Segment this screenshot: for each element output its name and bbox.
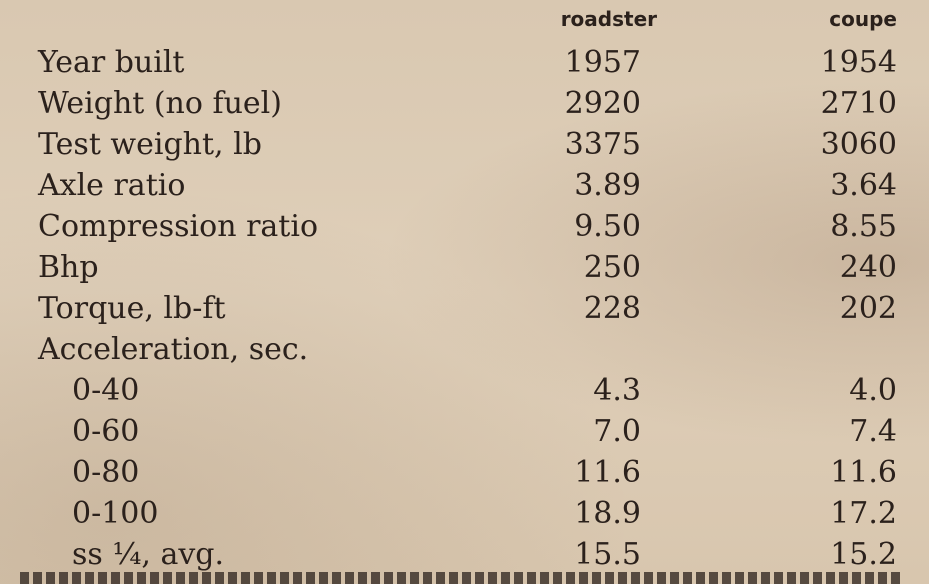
- coupe-value: 240: [839, 250, 897, 285]
- row-label: Compression ratio: [38, 209, 319, 244]
- table-row: [0, 247, 929, 288]
- coupe-value: 17.2: [830, 496, 897, 531]
- roadster-value: 1957: [564, 45, 641, 80]
- cut-off-text-fragment: [20, 572, 900, 584]
- row-label: Torque, lb-ft: [38, 291, 226, 326]
- table-row: [0, 288, 929, 329]
- table-row: [0, 165, 929, 206]
- coupe-value: 8.55: [830, 209, 897, 244]
- row-label: 0-60: [72, 414, 140, 449]
- row-label: Axle ratio: [38, 168, 186, 203]
- row-label: Weight (no fuel): [38, 86, 282, 121]
- roadster-value: 228: [583, 291, 641, 326]
- coupe-value: 202: [839, 291, 897, 326]
- row-label: Year built: [38, 45, 185, 80]
- row-label: Acceleration, sec.: [38, 332, 309, 367]
- coupe-value: 3060: [820, 127, 897, 162]
- table-row: [0, 534, 929, 575]
- roadster-value: 3375: [564, 127, 641, 162]
- roadster-value: 3.89: [574, 168, 641, 203]
- roadster-value: 7.0: [593, 414, 641, 449]
- row-label: Bhp: [38, 250, 99, 285]
- roadster-value: 18.9: [574, 496, 641, 531]
- roadster-value: 11.6: [574, 455, 641, 490]
- roadster-value: 4.3: [593, 373, 641, 408]
- table-row: [0, 206, 929, 247]
- cut-off-text-line: [0, 572, 929, 584]
- table-body: [0, 42, 929, 575]
- coupe-value: 3.64: [830, 168, 897, 203]
- table-row: [0, 124, 929, 165]
- row-label: 0-40: [72, 373, 140, 408]
- coupe-value: 15.2: [830, 537, 897, 572]
- table-row: [0, 411, 929, 452]
- roadster-value: 2920: [564, 86, 641, 121]
- row-label: Test weight, lb: [38, 127, 262, 162]
- table-row: [0, 329, 929, 370]
- table-header: [0, 4, 929, 34]
- table-row: [0, 42, 929, 83]
- column-header-coupe: coupe: [829, 7, 897, 31]
- roadster-value: 9.50: [574, 209, 641, 244]
- row-label: 0-80: [72, 455, 140, 490]
- table-row: [0, 83, 929, 124]
- roadster-value: 15.5: [574, 537, 641, 572]
- row-label: ss ¼, avg.: [72, 537, 225, 572]
- row-label: 0-100: [72, 496, 159, 531]
- column-header-roadster: roadster: [560, 7, 657, 31]
- table-row: [0, 493, 929, 534]
- coupe-value: 1954: [820, 45, 897, 80]
- coupe-value: 7.4: [849, 414, 897, 449]
- coupe-value: 11.6: [830, 455, 897, 490]
- coupe-value: 2710: [820, 86, 897, 121]
- coupe-value: 4.0: [849, 373, 897, 408]
- table-row: [0, 370, 929, 411]
- roadster-value: 250: [583, 250, 641, 285]
- table-row: [0, 452, 929, 493]
